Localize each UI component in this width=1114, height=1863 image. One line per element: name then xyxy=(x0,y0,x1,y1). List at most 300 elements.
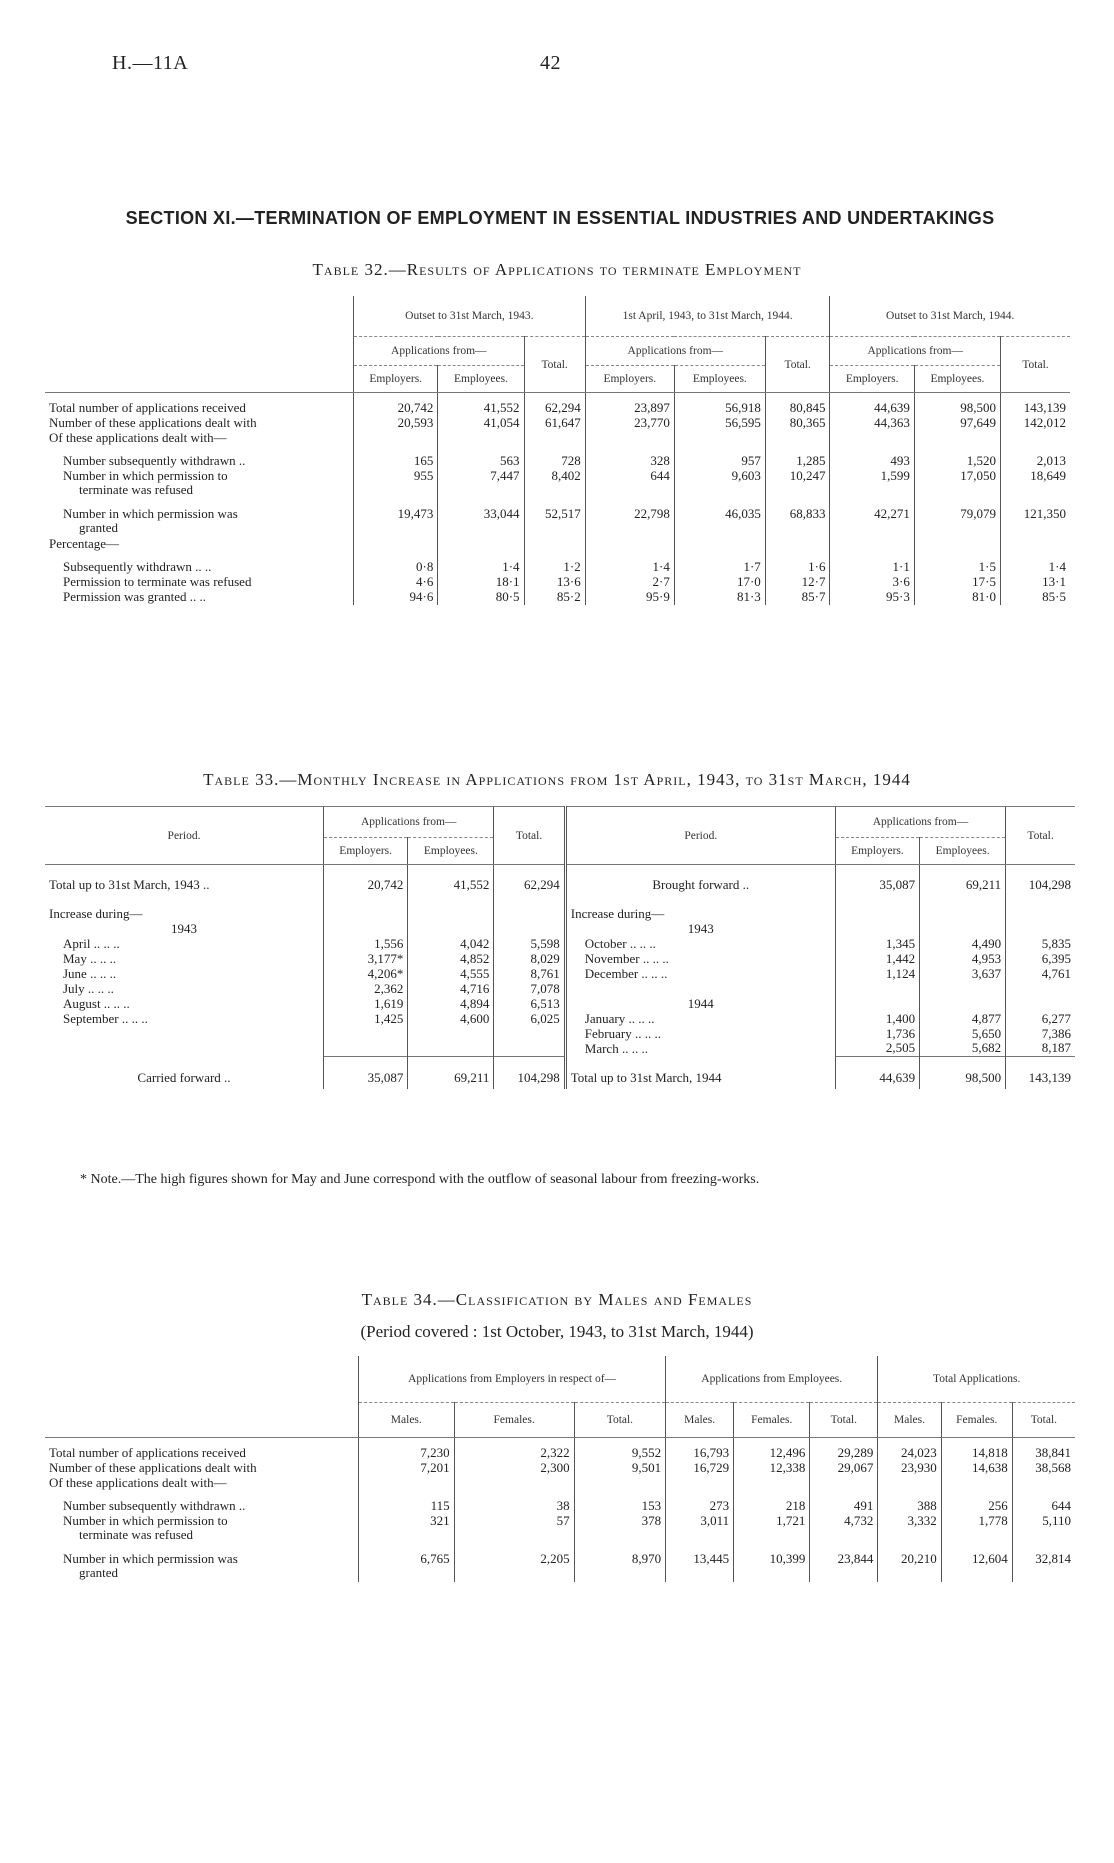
table-cell: 7,386 xyxy=(1006,1026,1075,1041)
row-label-text: Subsequently withdrawn .. .. xyxy=(63,559,212,574)
total-header: Total. xyxy=(1001,337,1070,393)
table-cell xyxy=(941,1476,1012,1491)
table-cell: 98,500 xyxy=(920,1056,1006,1089)
table-row xyxy=(45,966,1075,981)
table-cell: 6,277 xyxy=(1006,1011,1075,1026)
table-cell: 491 xyxy=(810,1491,878,1514)
table-cell: 0·8 xyxy=(354,552,438,575)
row-label xyxy=(45,416,354,431)
table-cell: 7,230 xyxy=(359,1438,455,1462)
table-cell: 115 xyxy=(359,1491,455,1514)
row-label-text: Permission was granted .. .. xyxy=(63,589,206,604)
table-cell xyxy=(914,537,1000,552)
table-cell: 142,012 xyxy=(1001,416,1070,431)
period-header: Outset to 31st March, 1943. xyxy=(354,296,586,337)
table-cell: 2·7 xyxy=(585,575,674,590)
row-label: August .. .. .. xyxy=(63,995,130,1011)
group-header: Applications from Employees. xyxy=(666,1356,878,1403)
table-cell: 256 xyxy=(941,1491,1012,1514)
table-cell: 79,079 xyxy=(914,499,1000,537)
females-header: Females. xyxy=(454,1403,574,1438)
table-cell: 3·6 xyxy=(830,575,914,590)
table-cell: 44,639 xyxy=(830,393,914,417)
table-row xyxy=(45,393,1070,417)
males-header: Males. xyxy=(666,1403,734,1438)
table-cell: 12,338 xyxy=(734,1461,810,1476)
table-cell: 7,447 xyxy=(438,469,524,499)
table-cell: 153 xyxy=(574,1491,666,1514)
table-row xyxy=(45,1056,1075,1089)
row-label: November .. .. .. xyxy=(565,951,835,966)
row-label: 1943 xyxy=(171,920,197,936)
table-row xyxy=(45,469,1070,499)
table-cell xyxy=(1006,981,1075,996)
table-cell xyxy=(324,892,408,921)
table-cell: 1,556 xyxy=(324,936,408,951)
table-cell xyxy=(585,537,674,552)
table-cell: 2,205 xyxy=(454,1544,574,1582)
table-cell: 23,844 xyxy=(810,1544,878,1582)
table-cell: 8,187 xyxy=(1006,1041,1075,1056)
table-cell xyxy=(1006,921,1075,936)
row-label xyxy=(45,469,354,499)
table-cell xyxy=(494,892,565,921)
table-row xyxy=(45,1041,1075,1056)
table-cell xyxy=(454,1476,574,1491)
row-label: Total up to 31st March, 1943 .. xyxy=(49,876,210,892)
employees-header: Employees. xyxy=(674,366,765,393)
total-header: Total. xyxy=(574,1403,666,1438)
table-cell: 42,271 xyxy=(830,499,914,537)
table-cell: 81·0 xyxy=(914,590,1000,605)
table-cell: 2,505 xyxy=(835,1041,919,1056)
table-cell: 644 xyxy=(585,469,674,499)
table-cell: 1·7 xyxy=(674,552,765,575)
row-label-text: Number in which permission was xyxy=(63,1551,238,1566)
employees-header: Employees. xyxy=(914,366,1000,393)
table-cell: 41,552 xyxy=(408,865,494,893)
total-header: Total. xyxy=(494,807,565,865)
table-cell: 18,649 xyxy=(1001,469,1070,499)
table-cell: 7,078 xyxy=(494,981,565,996)
table-cell xyxy=(354,537,438,552)
table-cell: 29,289 xyxy=(810,1438,878,1462)
table-cell: 6,765 xyxy=(359,1544,455,1582)
table-row xyxy=(45,1544,1075,1582)
table-cell: 1,736 xyxy=(835,1026,919,1041)
table-cell: 10,247 xyxy=(765,469,830,499)
table-cell: 5,650 xyxy=(920,1026,1006,1041)
table-cell: 38,568 xyxy=(1012,1461,1075,1476)
table-cell: 13,445 xyxy=(666,1544,734,1582)
row-label-text: Number subsequently withdrawn .. xyxy=(63,1498,246,1513)
table-cell: 1·4 xyxy=(438,552,524,575)
group-header: Applications from Employers in respect of— xyxy=(359,1356,666,1403)
males-header: Males. xyxy=(359,1403,455,1438)
table-cell: 4,206* xyxy=(324,966,408,981)
table-row xyxy=(45,996,1075,1011)
table-cell: 69,211 xyxy=(408,1056,494,1089)
table-cell: 13·1 xyxy=(1001,575,1070,590)
row-label: Total up to 31st March, 1944 xyxy=(565,1056,835,1089)
table-cell: 44,639 xyxy=(835,1056,919,1089)
table-cell xyxy=(835,981,919,996)
table-cell: 3,011 xyxy=(666,1514,734,1544)
table-34-title: Table 34.—Classification by Males and Females xyxy=(361,1290,753,1309)
table-row xyxy=(45,590,1070,605)
employees-header: Employees. xyxy=(408,838,494,865)
table-34 xyxy=(45,1356,1075,1582)
total-header: Total. xyxy=(810,1403,878,1438)
table-cell xyxy=(810,1476,878,1491)
table-cell: 3,637 xyxy=(920,966,1006,981)
table-cell: 32,814 xyxy=(1012,1544,1075,1582)
table-cell: 6,025 xyxy=(494,1011,565,1026)
table-cell: 104,298 xyxy=(494,1056,565,1089)
row-label xyxy=(45,1438,359,1462)
row-label xyxy=(45,1461,359,1476)
table-cell: 4·6 xyxy=(354,575,438,590)
table-cell: 22,798 xyxy=(585,499,674,537)
row-label-text: Number in which permission to xyxy=(63,468,228,483)
table-cell xyxy=(324,1041,408,1056)
table-cell: 23,897 xyxy=(585,393,674,417)
row-label: July .. .. .. xyxy=(63,980,114,996)
row-label-text: Percentage— xyxy=(49,536,120,551)
table-cell xyxy=(674,431,765,446)
employees-header: Employees. xyxy=(438,366,524,393)
table-cell: 2,300 xyxy=(454,1461,574,1476)
row-label: September .. .. .. xyxy=(63,1010,148,1026)
table-cell: 121,350 xyxy=(1001,499,1070,537)
table-cell: 1·1 xyxy=(830,552,914,575)
row-label xyxy=(45,590,354,605)
row-label xyxy=(45,552,354,575)
table-row xyxy=(45,1026,1075,1041)
table-cell: 388 xyxy=(878,1491,941,1514)
table-cell xyxy=(524,537,585,552)
period-header: Period. xyxy=(45,807,324,865)
applications-from-header: Applications from— xyxy=(585,337,765,366)
table-cell: 1,599 xyxy=(830,469,914,499)
table-cell: 12·7 xyxy=(765,575,830,590)
table-cell xyxy=(438,537,524,552)
table-row xyxy=(45,1438,1075,1462)
table-cell xyxy=(408,892,494,921)
row-label-text: Total number of applications received xyxy=(49,1445,246,1460)
total-header: Total. xyxy=(524,337,585,393)
table-cell xyxy=(1012,1476,1075,1491)
row-label xyxy=(45,1491,359,1514)
table-cell: 98,500 xyxy=(914,393,1000,417)
table-cell: 1,425 xyxy=(324,1011,408,1026)
row-label-text: Total number of applications received xyxy=(49,400,246,415)
table-cell: 85·5 xyxy=(1001,590,1070,605)
females-header: Females. xyxy=(941,1403,1012,1438)
table-cell xyxy=(1006,892,1075,921)
row-label xyxy=(565,981,835,996)
row-label xyxy=(45,575,354,590)
row-label: March .. .. .. xyxy=(565,1041,835,1056)
table-cell: 104,298 xyxy=(1006,865,1075,893)
row-label: April .. .. .. xyxy=(63,935,120,951)
table-cell xyxy=(914,431,1000,446)
table-cell: 4,953 xyxy=(920,951,1006,966)
employers-header: Employers. xyxy=(835,838,919,865)
table-cell: 1,285 xyxy=(765,446,830,469)
table-cell: 2,322 xyxy=(454,1438,574,1462)
table-cell: 85·7 xyxy=(765,590,830,605)
table-cell xyxy=(830,431,914,446)
table-cell: 35,087 xyxy=(835,865,919,893)
table-row xyxy=(45,892,1075,921)
table-cell xyxy=(920,921,1006,936)
row-label-text: Permission to terminate was refused xyxy=(63,574,252,589)
employees-header: Employees. xyxy=(920,838,1006,865)
table-32-title: Table 32.—Results of Applications to terminate Employment xyxy=(312,260,802,279)
row-label xyxy=(45,537,354,552)
table-cell xyxy=(830,537,914,552)
row-label-text: Number in which permission was xyxy=(63,506,238,521)
table-cell: 20,742 xyxy=(324,865,408,893)
table-row xyxy=(45,446,1070,469)
table-cell: 9,603 xyxy=(674,469,765,499)
table-33-title: Table 33.—Monthly Increase in Applications from 1st April, 1943, to 31st March, 1944 xyxy=(203,770,911,789)
table-cell: 38 xyxy=(454,1491,574,1514)
table-row xyxy=(45,921,1075,936)
table-row xyxy=(45,1461,1075,1476)
table-cell: 95·3 xyxy=(830,590,914,605)
table-cell: 17·5 xyxy=(914,575,1000,590)
row-label xyxy=(45,499,354,537)
table-cell xyxy=(494,1026,565,1041)
table-cell: 328 xyxy=(585,446,674,469)
table-cell xyxy=(920,981,1006,996)
table-row xyxy=(45,537,1070,552)
section-title: SECTION XI.—TERMINATION OF EMPLOYMENT IN ESSENTIAL INDUSTRIES AND UNDERTAKINGS xyxy=(125,208,995,228)
row-label: 1944 xyxy=(565,996,835,1011)
total-header: Total. xyxy=(765,337,830,393)
table-row xyxy=(45,1514,1075,1544)
row-label-text: Of these applications dealt with— xyxy=(49,430,227,445)
table-cell xyxy=(674,537,765,552)
row-label-text: Of these applications dealt with— xyxy=(49,1475,227,1490)
table-cell: 1·4 xyxy=(585,552,674,575)
table-cell: 10,399 xyxy=(734,1544,810,1582)
table-cell: 20,593 xyxy=(354,416,438,431)
table-cell: 1,345 xyxy=(835,936,919,951)
table-cell xyxy=(835,921,919,936)
employers-header: Employers. xyxy=(830,366,914,393)
applications-from-header: Applications from— xyxy=(830,337,1001,366)
table-cell: 644 xyxy=(1012,1491,1075,1514)
row-label xyxy=(45,1476,359,1491)
table-cell: 94·6 xyxy=(354,590,438,605)
table-cell: 16,729 xyxy=(666,1461,734,1476)
table-cell: 33,044 xyxy=(438,499,524,537)
table-cell: 38,841 xyxy=(1012,1438,1075,1462)
table-cell xyxy=(574,1476,666,1491)
table-cell: 143,139 xyxy=(1006,1056,1075,1089)
period-header: 1st April, 1943, to 31st March, 1944. xyxy=(585,296,830,337)
table-cell xyxy=(524,431,585,446)
row-label: February .. .. .. xyxy=(565,1026,835,1041)
table-cell: 80,365 xyxy=(765,416,830,431)
table-cell: 97,649 xyxy=(914,416,1000,431)
table-cell: 273 xyxy=(666,1491,734,1514)
table-cell: 62,294 xyxy=(524,393,585,417)
table-cell: 1·5 xyxy=(914,552,1000,575)
table-cell: 5,110 xyxy=(1012,1514,1075,1544)
table-cell: 5,598 xyxy=(494,936,565,951)
table-cell: 14,638 xyxy=(941,1461,1012,1476)
table-cell: 5,835 xyxy=(1006,936,1075,951)
table-cell xyxy=(835,996,919,1011)
table-cell: 17·0 xyxy=(674,575,765,590)
table-row xyxy=(45,431,1070,446)
table-cell: 85·2 xyxy=(524,590,585,605)
table-cell: 4,894 xyxy=(408,996,494,1011)
table-cell: 56,918 xyxy=(674,393,765,417)
row-label: January .. .. .. xyxy=(565,1011,835,1026)
table-cell: 563 xyxy=(438,446,524,469)
table-cell: 218 xyxy=(734,1491,810,1514)
table-cell xyxy=(835,892,919,921)
table-cell: 20,742 xyxy=(354,393,438,417)
table-row xyxy=(45,552,1070,575)
table-cell: 728 xyxy=(524,446,585,469)
table-cell: 7,201 xyxy=(359,1461,455,1476)
table-row xyxy=(45,1491,1075,1514)
table-cell xyxy=(765,431,830,446)
table-cell: 17,050 xyxy=(914,469,1000,499)
table-row xyxy=(45,865,1075,893)
row-label: Increase during— xyxy=(49,905,143,921)
table-cell: 4,877 xyxy=(920,1011,1006,1026)
table-cell xyxy=(920,996,1006,1011)
table-cell: 1,619 xyxy=(324,996,408,1011)
table-cell: 35,087 xyxy=(324,1056,408,1089)
row-label: December .. .. .. xyxy=(565,966,835,981)
table-cell xyxy=(878,1476,941,1491)
employers-header: Employers. xyxy=(585,366,674,393)
table-cell: 4,761 xyxy=(1006,966,1075,981)
group-header: Total Applications. xyxy=(878,1356,1075,1403)
table-32 xyxy=(45,296,1070,605)
employers-header: Employers. xyxy=(324,838,408,865)
row-label xyxy=(45,1041,324,1056)
table-cell: 1·2 xyxy=(524,552,585,575)
table-cell xyxy=(354,431,438,446)
males-header: Males. xyxy=(878,1403,941,1438)
table-cell xyxy=(408,1041,494,1056)
table-cell: 1,778 xyxy=(941,1514,1012,1544)
table-cell: 143,139 xyxy=(1001,393,1070,417)
table-cell xyxy=(408,1026,494,1041)
row-label-continuation: granted xyxy=(79,520,118,535)
row-label-text: Number of these applications dealt with xyxy=(49,415,257,430)
table-34-subtitle: (Period covered : 1st October, 1943, to 31st March, 1944) xyxy=(360,1322,754,1341)
table-cell: 8,402 xyxy=(524,469,585,499)
row-label xyxy=(45,1026,324,1041)
table-cell: 68,833 xyxy=(765,499,830,537)
table-cell: 1,442 xyxy=(835,951,919,966)
row-label: Brought forward .. xyxy=(565,865,835,893)
table-cell xyxy=(324,1026,408,1041)
row-label xyxy=(45,431,354,446)
table-cell xyxy=(408,921,494,936)
table-cell: 3,332 xyxy=(878,1514,941,1544)
table-cell xyxy=(494,1041,565,1056)
table-cell: 23,930 xyxy=(878,1461,941,1476)
table-cell: 321 xyxy=(359,1514,455,1544)
table-cell: 2,013 xyxy=(1001,446,1070,469)
row-label-continuation: terminate was refused xyxy=(79,482,194,497)
table-cell: 19,473 xyxy=(354,499,438,537)
table-row xyxy=(45,416,1070,431)
females-header: Females. xyxy=(734,1403,810,1438)
table-cell: 378 xyxy=(574,1514,666,1544)
table-cell: 6,513 xyxy=(494,996,565,1011)
table-cell: 41,552 xyxy=(438,393,524,417)
page-number: 42 xyxy=(540,52,561,74)
row-label-continuation: granted xyxy=(79,1565,118,1580)
table-cell: 41,054 xyxy=(438,416,524,431)
row-label-text: Number of these applications dealt with xyxy=(49,1460,257,1475)
row-label: 1943 xyxy=(565,921,835,936)
table-cell xyxy=(734,1476,810,1491)
table-cell: 1,520 xyxy=(914,446,1000,469)
table-cell xyxy=(920,892,1006,921)
applications-from-header: Applications from— xyxy=(324,807,494,838)
applications-from-header: Applications from— xyxy=(354,337,525,366)
table-cell: 56,595 xyxy=(674,416,765,431)
row-label xyxy=(45,1514,359,1544)
table-cell: 6,395 xyxy=(1006,951,1075,966)
row-label: May .. .. .. xyxy=(63,950,117,966)
table-row xyxy=(45,1476,1075,1491)
table-cell xyxy=(1001,537,1070,552)
table-row xyxy=(45,936,1075,951)
table-cell xyxy=(666,1476,734,1491)
table-cell xyxy=(765,537,830,552)
row-label-text: Number in which permission to xyxy=(63,1513,228,1528)
table-cell: 24,023 xyxy=(878,1438,941,1462)
table-cell: 1,721 xyxy=(734,1514,810,1544)
row-label xyxy=(45,446,354,469)
table-cell: 95·9 xyxy=(585,590,674,605)
total-header: Total. xyxy=(1012,1403,1075,1438)
table-cell: 4,042 xyxy=(408,936,494,951)
row-label xyxy=(45,393,354,417)
table-cell xyxy=(438,431,524,446)
table-cell: 44,363 xyxy=(830,416,914,431)
table-cell: 9,501 xyxy=(574,1461,666,1476)
table-cell: 20,210 xyxy=(878,1544,941,1582)
table-cell: 8,970 xyxy=(574,1544,666,1582)
table-cell: 62,294 xyxy=(494,865,565,893)
table-cell: 4,555 xyxy=(408,966,494,981)
table-cell: 9,552 xyxy=(574,1438,666,1462)
table-cell xyxy=(359,1476,455,1491)
table-cell: 12,496 xyxy=(734,1438,810,1462)
table-row xyxy=(45,1011,1075,1026)
table-cell: 18·1 xyxy=(438,575,524,590)
table-cell: 23,770 xyxy=(585,416,674,431)
footnote: * Note.—The high figures shown for May and June correspond with the outflow of seasonal labour from freezing-works. xyxy=(80,1172,760,1187)
table-cell: 61,647 xyxy=(524,416,585,431)
period-header: Outset to 31st March, 1944. xyxy=(830,296,1070,337)
